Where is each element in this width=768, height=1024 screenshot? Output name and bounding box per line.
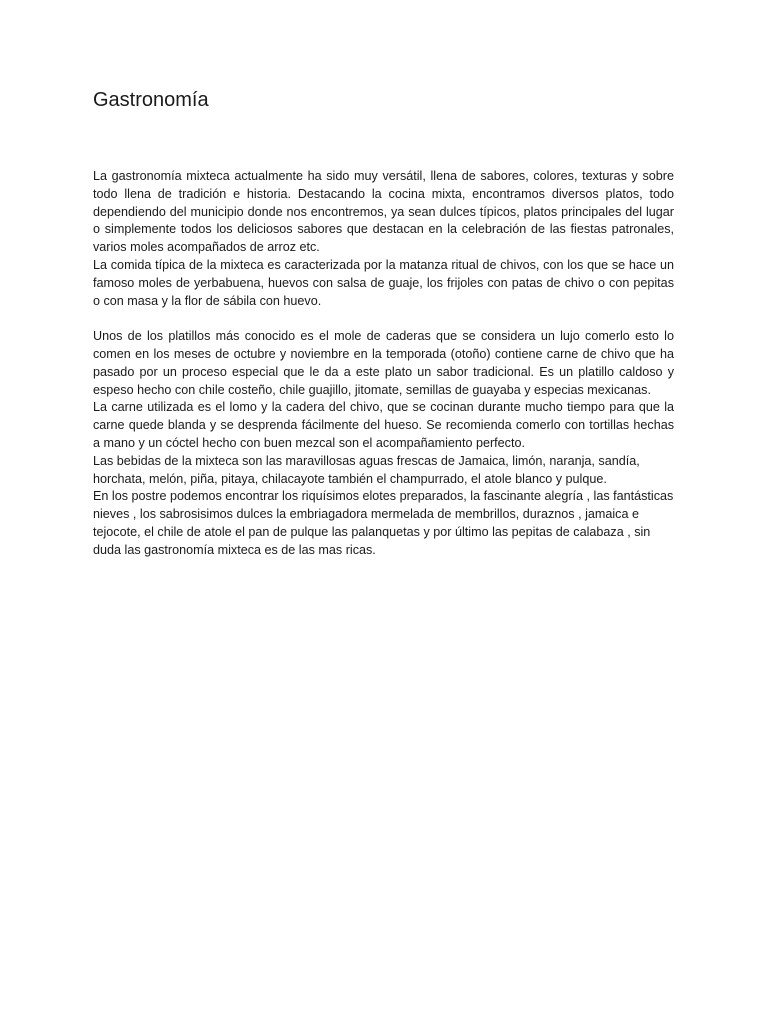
paragraph-meat: La carne utilizada es el lomo y la cadera del chivo, que se cocinan durante mucho tiempo para que la carne quede blanda y se desprenda fácilmente del hueso. Se recomienda comerlo con tortillas hechas a mano y un cóctel hecho con buen mezcal son el acompañamiento perfecto. bbox=[93, 400, 674, 450]
paragraph-mole-de-caderas: Unos de los platillos más conocido es el mole de caderas que se considera un lujo comerlo esto lo comen en los meses de octubre y noviembre en la temporada (otoño) contiene carne de chivo que ha pasado por un proceso especial que le da a este plato un sabor tradicional. Es un platillo caldoso y espeso hecho con chile costeño, chile guajillo, jitomate, semillas de guayaba y especias mexicanas. bbox=[93, 329, 674, 397]
paragraph-intro: La gastronomía mixteca actualmente ha sido muy versátil, llena de sabores, colores, texturas y sobre todo llena de tradición e historia. Destacando la cocina mixta, encontramos diversos platos, todo dependiendo del municipio donde nos encontremos, ya sean dulces típicos, platos principales del lugar o simplemente todos los deliciosos sabores que destacan en la celebración de las fiestas patronales, varios moles acompañados de arroz etc. bbox=[93, 169, 674, 255]
document-title: Gastronomía bbox=[93, 89, 209, 111]
paragraph-desserts: En los postre podemos encontrar los riquísimos elotes preparados, la fascinante alegría , las fantásticas nieves , los sabrosisimos dulces la embriagadora mermelada de membrillos, duraznos , jamaica e tejocote, el chile de atole el pan de pulque las palanquetas y por último las pepitas de calabaza , sin duda las gastronomía mixteca es de las mas ricas. bbox=[93, 489, 674, 557]
paragraph-drinks: Las bebidas de la mixteca son las maravillosas aguas frescas de Jamaica, limón, naranja, sandía, horchata, melón, piña, pitaya, chilacayote también el champurrado, el atole blanco y pulque. bbox=[93, 453, 640, 486]
document-body bbox=[93, 168, 674, 560]
paragraph-spacer bbox=[93, 310, 674, 328]
paragraph-typical-food: La comida típica de la mixteca es caracterizada por la matanza ritual de chivos, con los que se hace un famoso moles de yerbabuena, huevos con salsa de guaje, los frijoles con patas de chivo o con pepitas o con masa y la flor de sábila con huevo. bbox=[93, 257, 674, 308]
